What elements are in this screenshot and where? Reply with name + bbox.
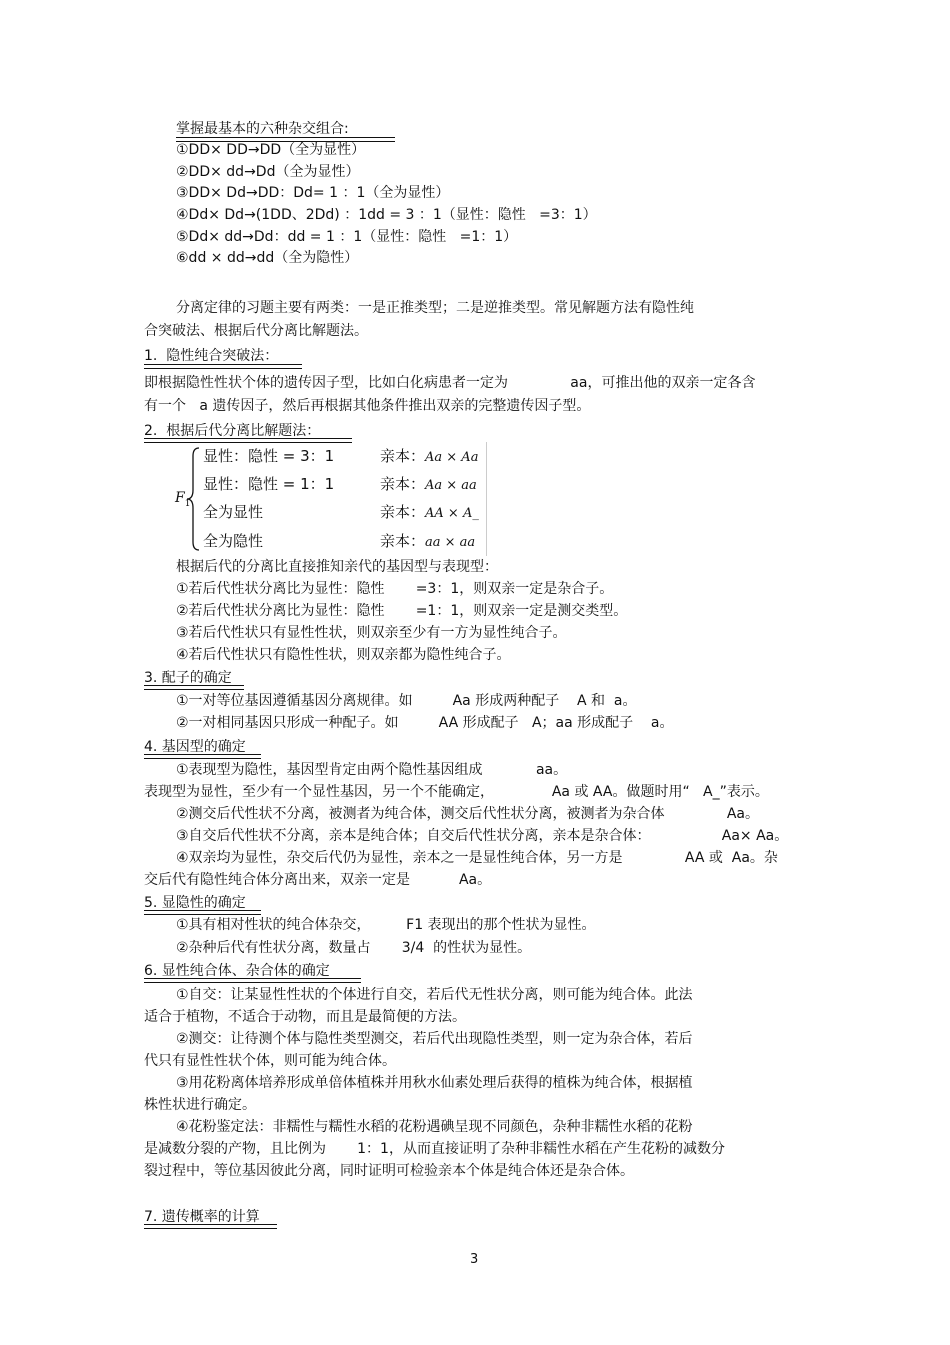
section-3-line-2: ②一对相同基因只形成一种配子。如 AA 形成配子 A；aa 形成配子 a。 (176, 715, 674, 731)
section-6-line-4: 代只有显性性状个体，则可能为纯合体。 (144, 1053, 396, 1069)
figure-row-label-3: 全为显性 (203, 503, 264, 521)
section-6-heading: 6. 显性纯合体、杂合体的确定 (144, 963, 330, 979)
section-4-line-2: 表现型为显性，至少有一个显性基因，另一个不能确定， Aa 或 AA。做题时用“ A_”表示。 (144, 784, 769, 800)
section-6-line-3: ②测交：让待测个体与隐性类型测交，若后代出现隐性类型，则一定为杂合体，若后 (176, 1031, 693, 1047)
section-6-line-2: 适合于植物，不适合于动物，而且是最简便的方法。 (144, 1009, 466, 1025)
combo-item-5: ⑤Dd× dd→Dd：dd = 1 ：1（显性：隐性 =1：1） (176, 229, 518, 245)
section-2-line-2: ①若后代性状分离比为显性：隐性 =3：1，则双亲一定是杂合子。 (176, 581, 614, 597)
combo-item-2: ②DD× dd→Dd（全为显性） (176, 164, 360, 180)
section-6-line-7: ④花粉鉴定法：非糯性与糯性水稻的花粉遇碘呈现不同颜色，杂种非糯性水稻的花粉 (176, 1119, 693, 1135)
section-6-line-6: 株性状进行确定。 (144, 1097, 256, 1113)
six-combos-title: 掌握最基本的六种杂交组合: (176, 121, 349, 137)
combo-item-1: ①DD× DD→DD（全为显性） (176, 142, 366, 158)
section-5-line-1: ①具有相对性状的纯合体杂交， F1 表现出的那个性状为显性。 (176, 917, 596, 933)
figure-row-label-4: 全为隐性 (203, 532, 264, 550)
section-4-line-3: ②测交后代性状不分离，被测者为纯合体，测交后代性状分离，被测者为杂合体 Aa。 (176, 806, 760, 822)
section-2-heading: 2. 根据后代分离比解题法： (144, 423, 321, 439)
section-7-heading: 7. 遗传概率的计算 (144, 1209, 260, 1225)
combo-item-3: ③DD× Dd→DD：Dd= 1 ：1（全为显性） (176, 185, 450, 201)
section-6-underline (144, 978, 361, 983)
section-1-underline (144, 364, 302, 369)
section-3-heading: 3. 配子的确定 (144, 670, 232, 686)
section-3-line-1: ①一对等位基因遵循基因分离规律。如 Aa 形成两种配子 A 和 a。 (176, 693, 637, 709)
section-4-line-1: ①表现型为隐性，基因型肯定由两个隐性基因组成 aa。 (176, 762, 568, 778)
section-1-heading: 1. 隐性纯合突破法： (144, 348, 279, 364)
section-7-underline (144, 1224, 277, 1229)
figure-parent-1: 亲本：Aa × Aa (380, 447, 479, 465)
section-2-line-5: ④若后代性状只有隐性性状，则双亲都为隐性纯合子。 (176, 647, 511, 663)
page-number: 3 (470, 1252, 479, 1267)
combo-item-4: ④Dd× Dd→(1DD、2Dd) ：1dd = 3 ：1（显性：隐性 =3：1） (176, 207, 597, 223)
section-3-underline (144, 685, 244, 690)
section-4-heading: 4. 基因型的确定 (144, 739, 246, 755)
section-5-line-2: ②杂种后代有性状分离，数量占 3/4 的性状为显性。 (176, 940, 532, 956)
section-4-line-5: ④双亲均为显性，杂交后代仍为显性，亲本之一是显性纯合体，另一方是 AA 或 Aa。杂 (176, 850, 778, 866)
figure-parent-3: 亲本：AA × A_ (380, 503, 479, 521)
section-4-line-6: 交后代有隐性纯合体分离出来，双亲一定是 Aa。 (144, 872, 492, 888)
figure-parent-4: 亲本：aa × aa (380, 532, 476, 550)
figure-row-label-1: 显性：隐性 = 3：1 (203, 447, 335, 465)
section-2-line-3: ②若后代性状分离比为显性：隐性 =1：1，则双亲一定是测交类型。 (176, 603, 628, 619)
section-2-line-4: ③若后代性状只有显性性状，则双亲至少有一方为显性纯合子。 (176, 625, 567, 641)
f1-label: $F_1$ (175, 490, 191, 509)
section-4-line-4: ③自交后代性状不分离，亲本是纯合体；自交后代性状分离，亲本是杂合体： Aa× Aa。 (176, 828, 789, 844)
intro-line-1: 分离定律的习题主要有两类：一是正推类型；二是逆推类型。常见解题方法有隐性纯 (176, 300, 694, 316)
section-6-line-1: ①自交：让某显性性状的个体进行自交，若后代无性状分离，则可能为纯合体。此法 (176, 987, 693, 1003)
section-6-line-5: ③用花粉离体培养形成单倍体植株并用秋水仙素处理后获得的植株为纯合体，根据植 (176, 1075, 693, 1091)
section-6-line-9: 裂过程中，等位基因彼此分离，同时证明可检验亲本个体是纯合体还是杂合体。 (144, 1163, 634, 1179)
figure-edge (486, 442, 487, 556)
figure-parent-2: 亲本：Aa × aa (380, 475, 477, 493)
curly-brace-icon (185, 446, 201, 552)
section-5-heading: 5. 显隐性的确定 (144, 895, 246, 911)
section-2-line-1: 根据后代的分离比直接推知亲代的基因型与表现型： (176, 559, 498, 575)
section-4-underline (144, 754, 261, 759)
section-6-line-8: 是减数分裂的产物，且比例为 1：1，从而直接证明了杂种非糯性水稻在产生花粉的减数分 (144, 1141, 725, 1157)
figure-row-label-2: 显性：隐性 = 1：1 (203, 475, 335, 493)
ratio-figure (175, 442, 489, 556)
combo-item-6: ⑥dd × dd→dd（全为隐性） (176, 250, 359, 266)
intro-line-2: 合突破法、根据后代分离比解题法。 (144, 323, 368, 339)
section-1-line-2: 有一个 a 遗传因子，然后再根据其他条件推出双亲的完整遗传因子型。 (144, 398, 591, 414)
section-1-line-1: 即根据隐性性状个体的遗传因子型，比如白化病患者一定为 aa，可推出他的双亲一定各含 (144, 375, 756, 391)
